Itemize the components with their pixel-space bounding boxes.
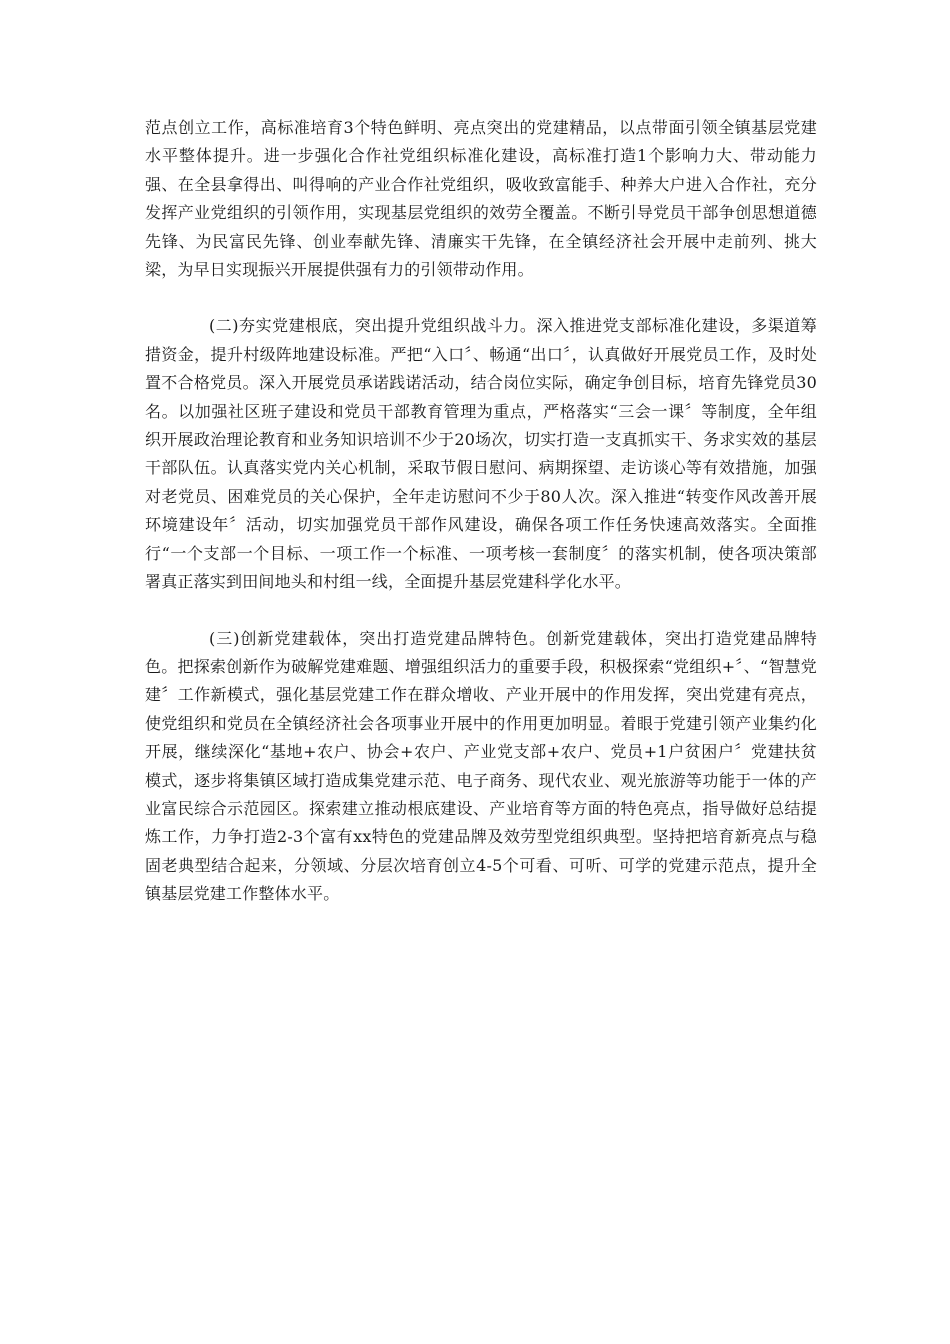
paragraph-section-3: (三)创新党建载体，突出打造党建品牌特色。创新党建载体，突出打造党建品牌特色。把探索创新作为破解党建难题、增强组织活力的重要手段，积极探索“党组织+〞、“智慧党建〞工作新模式，强化基层党建工作在群众增收、产业开展中的作用发挥，突出党建有亮点，使党组织和党员在全镇经济社会各项事业开展中的作用更加明显。着眼于党建引领产业集约化开展，继续深化“基地+农户、协会+农户、产业党支部+农户、党员+1户贫困户〞党建扶贫模式，逐步将集镇区域打造成集党建示范、电子商务、现代农业、观光旅游等功能于一体的产业富民综合示范园区。探索建立推动根底建设、产业培育等方面的特色亮点，指导做好总结提炼工作，力争打造2-3个富有xx特色的党建品牌及效劳型党组织典型。坚持把培育新亮点与稳固老典型结合起来，分领域、分层次培育创立4-5个可看、可听、可学的党建示范点，提升全镇基层党建工作整体水平。 (145, 628, 817, 904)
paragraph-section-2: (二)夯实党建根底，突出提升党组织战斗力。深入推进党支部标准化建设，多渠道筹措资金，提升村级阵地建设标准。严把“入口〞、畅通“出口〞，认真做好开展党员工作，及时处置不合格党员。深入开展党员承诺践诺活动，结合岗位实际，确定争创目标，培育先锋党员30名。以加强社区班子建设和党员干部教育管理为重点，严格落实“三会一课〞等制度，全年组织开展政治理论教育和业务知识培训不少于20场次，切实打造一支真抓实干、务求实效的基层干部队伍。认真落实党内关心机制，采取节假日慰问、病期探望、走访谈心等有效措施，加强对老党员、困难党员的关心保护，全年走访慰问不少于80人次。深入推进“转变作风改善开展环境建设年〞活动，切实加强党员干部作风建设，确保各项工作任务快速高效落实。全面推行“一个支部一个目标、一项工作一个标准、一项考核一套制度〞的落实机制，使各项决策部署真正落实到田间地头和村组一线，全面提升基层党建科学化水平。 (145, 316, 817, 592)
paragraph-continuation: 范点创立工作，高标准培育3个特色鲜明、亮点突出的党建精品，以点带面引领全镇基层党建水平整体提升。进一步强化合作社党组织标准化建设，高标准打造1个影响力大、带动能力强、在全县拿得出、叫得响的产业合作社党组织，吸收致富能手、种养大户进入合作社，充分发挥产业党组织的引领作用，实现基层党组织的效劳全覆盖。不断引导党员干部争创思想道德先锋、为民富民先锋、创业奉献先锋、清廉实干先锋，在全镇经济社会开展中走前列、挑大梁，为早日实现振兴开展提供强有力的引领带动作用。 (145, 118, 817, 280)
document-body (145, 114, 817, 909)
